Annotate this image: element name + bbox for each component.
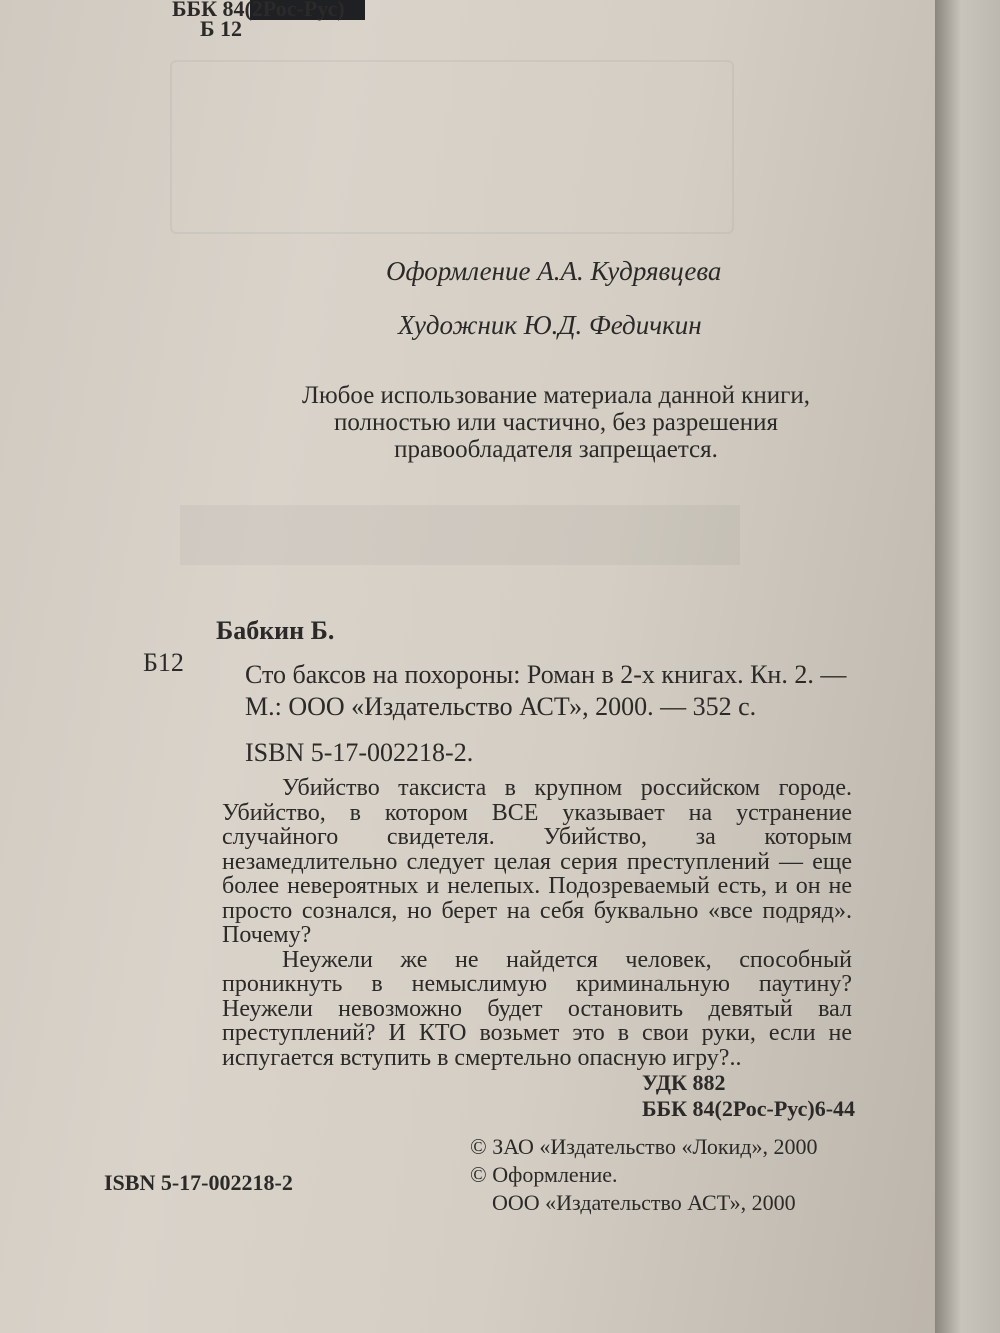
bbk-code: ББК 84(2Рос-Рус)6-44	[642, 1096, 856, 1121]
author-heading: Бабкин Б.	[216, 616, 335, 645]
index-code: Б12	[143, 648, 184, 677]
annotation-paragraph: Неужели же не найдется человек, способный проникнуть в немыслимую криминальную паутину? Неужели невозможно будет остановить девятый вал преступлений? И КТО возьмет это в свои руки, если не испугается вступить в смертельно опасную игру?..	[222, 946, 852, 1071]
show-through-block-top	[170, 60, 734, 234]
artist-credit: Художник Ю.Д. Федичкин	[398, 310, 702, 340]
annotation	[222, 776, 852, 1070]
notice-line: Любое использование материала данной книги,	[302, 382, 810, 409]
annotation-paragraph: Убийство таксиста в крупном российском городе. Убийство, в котором ВСЕ указывает на устранение случайного свидетеля. Убийство, за которым незамедлительно следует целая серия преступлений — еще более невероятных и нелепых. Подозреваемый есть, и он не просто сознался, но берет на себя буквально «все подряд». Почему?	[222, 775, 852, 948]
top-index: Б 12	[200, 16, 243, 41]
imprint-line: М.: ООО «Издательство АСТ», 2000. — 352 с.	[245, 692, 757, 721]
copyright-notice	[276, 382, 836, 463]
isbn-line: ISBN 5-17-002218-2.	[245, 738, 474, 767]
copyright-line: ООО «Издательство АСТ», 2000	[492, 1190, 796, 1215]
notice-line: полностью или частично, без разрешения	[334, 409, 778, 436]
top-bbk: ББК 84(2Рос-Рус)	[172, 0, 345, 21]
udk-code: УДК 882	[642, 1070, 726, 1095]
copyright-line: © Оформление.	[470, 1162, 618, 1187]
show-through-block-mid	[180, 505, 740, 565]
copyright-line: © ЗАО «Издательство «Локид», 2000	[470, 1134, 818, 1159]
notice-line: правообладателя запрещается.	[394, 436, 718, 463]
design-credit: Оформление А.А. Кудрявцева	[386, 256, 722, 286]
next-page-edge	[935, 0, 1000, 1333]
bottom-isbn: ISBN 5-17-002218-2	[104, 1170, 293, 1195]
title-line: Сто баксов на похороны: Роман в 2-х книгах. Кн. 2. —	[245, 660, 847, 689]
